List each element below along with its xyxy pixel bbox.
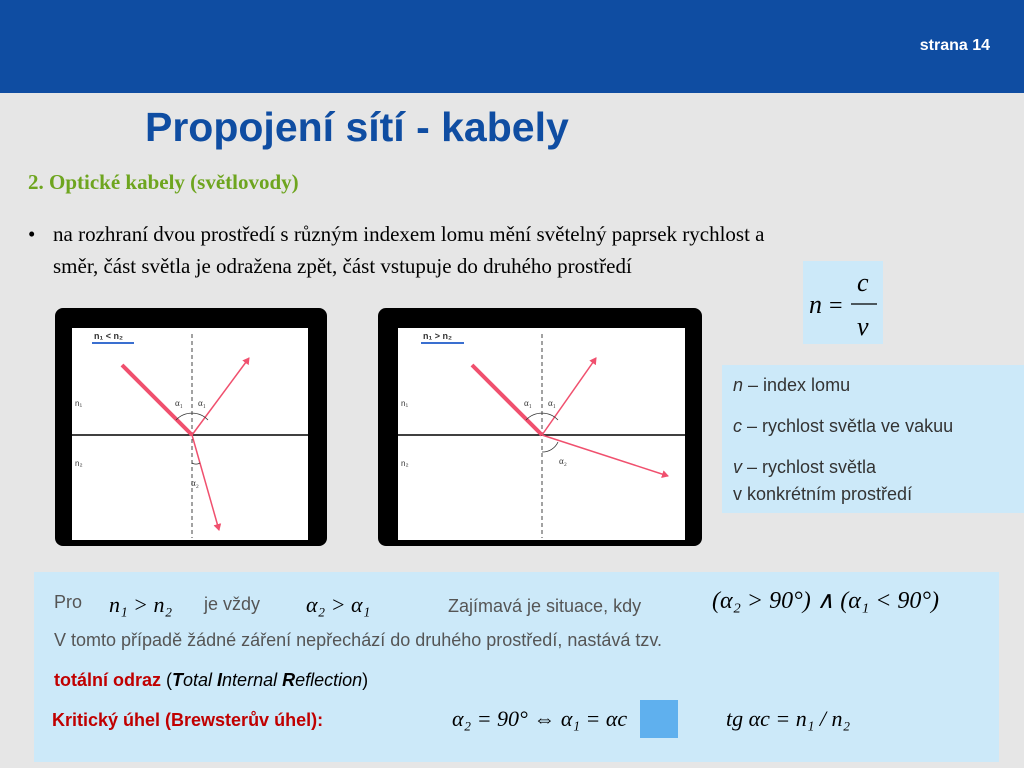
- bottom-condition: (α₂ > 90°) ∧ (α₁ < 90°): [712, 588, 940, 614]
- formula-refractive-index: [803, 261, 883, 344]
- critical-highlight: [640, 700, 678, 738]
- bullet-item: [28, 218, 928, 282]
- tir-I: I: [217, 670, 223, 690]
- diagram-left-frame: [55, 308, 327, 546]
- legend-row-v-2: v konkrétním prostředí: [733, 484, 913, 504]
- diagram-right-medium1: n₁: [401, 399, 409, 408]
- bottom-zajimava: Zajímavá je situace, kdy: [448, 596, 642, 616]
- tir-T: T: [172, 670, 183, 690]
- formula-svg: [803, 261, 883, 344]
- diagram-left-medium2: n₂: [75, 459, 83, 468]
- bottom-a2-gt-a1: α₂ > α₁: [306, 592, 371, 617]
- tg-formula: tg αc = n₁ / n₂: [726, 706, 851, 731]
- bullet-marker: •: [28, 222, 36, 246]
- bottom-line-2: V tomto případě žádné záření nepřechází do druhého prostředí, nastává tzv.: [54, 630, 663, 650]
- diagram-right: [398, 328, 685, 540]
- legend-row-c: [733, 416, 953, 437]
- formula-eq: =: [829, 293, 843, 319]
- tir-R: R: [282, 670, 296, 690]
- tir-close: ): [362, 670, 369, 690]
- legend-n-text: – index lomu: [743, 375, 851, 395]
- slide-title: Propojení sítí - kabely: [145, 104, 569, 150]
- tir-label: totální odraz: [54, 670, 161, 690]
- bottom-je-vzdy: je vždy: [204, 594, 261, 614]
- tir-eflection: eflection: [295, 670, 363, 690]
- legend-c-text: – rychlost světla ve vakuu: [742, 416, 954, 436]
- diagram-right-frame: [378, 308, 702, 546]
- diagram-right-angle-incident: α₁: [524, 398, 532, 408]
- tir-otal: otal: [183, 670, 218, 690]
- formula-lhs: n: [809, 290, 822, 319]
- legend-n-symbol: n: [733, 375, 744, 395]
- critical-label: Kritický úhel (Brewsterův úhel):: [52, 710, 324, 730]
- legend-panel: [722, 365, 1024, 513]
- diagram-left-condition: n₁ < n₂: [94, 331, 123, 341]
- slide-subtitle: 2. Optické kabely (světlovody): [28, 170, 299, 194]
- diagram-right-angle-refracted: α₂: [559, 456, 567, 466]
- critical-formula: α₂ = 90° ⇔ α₁ = αc: [452, 706, 628, 731]
- diagram-left: [72, 328, 308, 540]
- bottom-panel: [34, 572, 999, 762]
- legend-row-n: [733, 375, 850, 396]
- legend-v-text: – rychlost světla: [742, 457, 877, 477]
- tir-open: (: [161, 670, 172, 690]
- bullet-line-2: směr, část světla je odražena zpět, část vstupuje do druhého prostředí: [53, 254, 632, 278]
- bullet-line-1: na rozhraní dvou prostředí s různým indexem lomu mění světelný paprsek rychlost a: [53, 222, 765, 246]
- diagram-right-angle-reflected: α₁: [548, 398, 556, 408]
- diagram-right-medium2: n₂: [401, 459, 409, 468]
- diagram-left-medium1: n₁: [75, 399, 83, 408]
- diagram-left-angle-reflected: α₁: [198, 398, 206, 408]
- bottom-tir: [54, 670, 368, 691]
- bottom-n1-gt-n2: n₁ > n₂: [109, 592, 173, 617]
- legend-c-symbol: c: [733, 416, 742, 436]
- legend-row-v: [733, 457, 876, 478]
- tir-nternal: nternal: [222, 670, 283, 690]
- bottom-pro: Pro: [54, 592, 83, 612]
- diagram-right-condition: n₁ > n₂: [423, 331, 452, 341]
- formula-num: c: [857, 268, 869, 297]
- diagram-left-angle-refracted: α₂: [191, 478, 199, 488]
- formula-den: v: [857, 312, 869, 341]
- page-number: strana 14: [919, 37, 990, 54]
- legend-v-symbol: v: [733, 457, 742, 477]
- diagram-left-angle-incident: α₁: [175, 398, 183, 408]
- header-bar: [0, 0, 1024, 93]
